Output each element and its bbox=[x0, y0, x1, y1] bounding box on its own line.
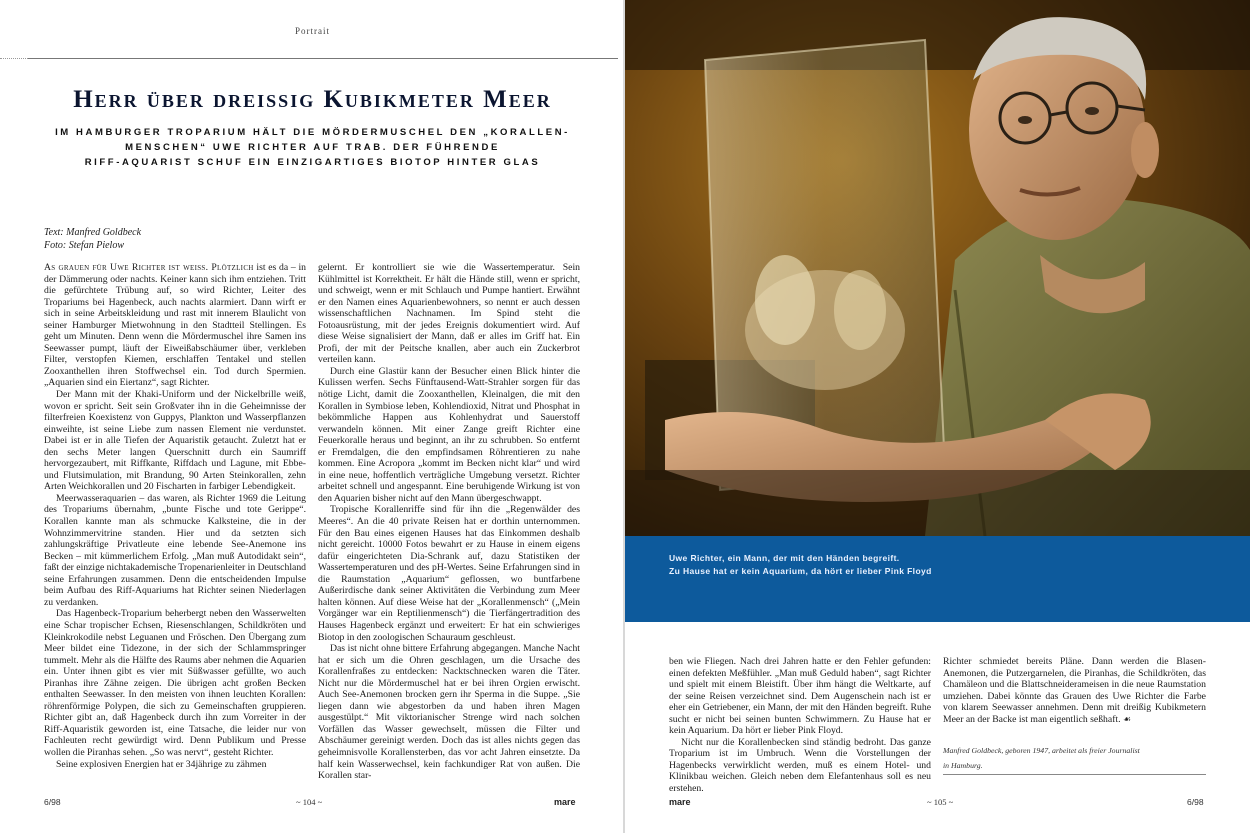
paragraph: Seine explosiven Energien hat er 34jährige zu zähmen bbox=[56, 758, 267, 770]
page-number: ~ 104 ~ bbox=[296, 797, 323, 807]
deck bbox=[40, 125, 585, 170]
paragraph-text: ist es da – in der Dämmerung oder nachts. Keiner kann sich ihm entziehen. Tritt die gefürchtete Trübung auf, so wird Richter, Leiter des Tropariums bei Hagenbeck, auch nachts alarmiert. Dann wirft er sich in seine Arbeitskleidung und rast mit innerem Blaulicht von seiner Hamburger Mietwohnung in den Stadtteil Stellingen. Es geht um Minuten. Denn wenn die Mördermuschel ihre Samen ins Seewasser pumpt, läuft der Eiweißabschäumer über, verkleben Filter, verstopfen Kiemen, erschlaffen Tentakel und stellen Zooxanthellen ihren Stoffwechsel ein. Tod durch Spermien. „Aquarien sind ein Eiertanz“, sagt Richter. bbox=[44, 262, 306, 389]
paragraph: Durch eine Glastür kann der Besucher einen Blick hinter die Kulissen werfen. Sechs Fünftausend-Watt-Strahler sorgen für das nötige Licht, damit die Zooxanthellen, Kleinalgen, die mit den Korallen in Symbiose leben, Kohlendioxid, Nitrat und Phosphat in bekömmliche Happen aus Kohlenhydrat und Sauerstoff verwandeln können. Mit einer Zange greift Richter eine Feuerkoralle heraus und beginnt, an ihr zu schrubben. So entfernt er Fremdalgen, die den empfindsamen Röhrentieren zu nahe kommen. Eine Acropora „kommt im Becken nicht klar“ und wird in eine neue, hoffentlich verträgliche Umgebung versetzt. Richter arbeitet schnell und angespannt. Eine beruhigende Wirkung ist von den Aquarien bisher nicht auf den Mann übergeschwappt. bbox=[318, 365, 580, 504]
paragraph: Tropische Korallenriffe sind für ihn die „Regenwälder des Meeres“. An die 40 private Reisen hat er dorthin unternommen. Für den Bau eines eigenen Hauses hat das Einkommen deshalb nicht gereicht. 10000 Fotos bewahrt er zu Hause in einem eigens dafür eingerichteten Dia-Schrank auf, dazu Statistiken der Wassertemperaturen und des pH-Wertes. Seine Erfahrungen sind in die Raumstation „Aquarium“ geflossen, wo buntfarbene Außerirdische dank seiner Aktivitäten die Verbindung zum Meer halten können. Auf diese Weise hat der „Korallenmensch“ („Mein Vorgänger war ein Reptilienmensch“) die Tierfängertradition des Hauses Hagenbeck ergänzt und erweitert: Er hat ein schwieriges Biotop in den zoologischen Schauraum geschleust. bbox=[318, 504, 580, 643]
photo-credit: Foto: Stefan Pielow bbox=[44, 240, 124, 251]
paragraph: Nicht nur die Korallenbecken sind ständig bedroht. Das ganze Troparium ist im Umbruch. Wenn die Vorstellungen der Hagenbecks verwirklicht werden, muß es einem Hotel- und Klinikbau weichen. Gleich neben dem Elefantenhaus soll es neu erstehen. bbox=[669, 736, 931, 795]
paragraph: Meerwasseraquarien – das waren, als Richter 1969 die Leitung des Tropariums übernahm, „bunte Fische und tote Gerippe“. Korallen kannte man als schmucke Kalksteine, die in der Wohnzimmervitrine standen. Hier und da setzten sich zahlungskräftige Privatleute eine lebende See-Anemone ins Becken – mit kümmerlichem Erfolg. „Man muß Autodidakt sein“, faßt der einzige nichtakademische Tropenarienleiter in Deutschland seine Erfahrungen zusammen. Denn die entscheidenden Impulse beim Aufbau des Riff-Aquariums hat Richter seinen Niederlagen zu verdanken. bbox=[44, 492, 306, 608]
body-column-3 bbox=[669, 656, 931, 806]
bio-line: in Hamburg. bbox=[943, 761, 983, 770]
brand-logo: mare bbox=[554, 797, 576, 807]
right-page bbox=[625, 0, 1250, 833]
deck-line: MENSCHEN“ UWE RICHTER AUF TRAB. DER FÜHRENDE bbox=[125, 142, 500, 153]
lead-caps: As grauen für Uwe Richter ist weiss. Plötzlich bbox=[44, 262, 254, 273]
bio-line: Manfred Goldbeck, geboren 1947, arbeitet als freier Journalist bbox=[943, 746, 1140, 755]
paragraph bbox=[943, 656, 1206, 725]
paragraph: Der Mann mit der Khaki-Uniform und der Nickelbrille weiß, wovon er spricht. Seit sein Großvater ihn in die Geheimnisse der filterfreien Koexistenz von Guppys, Plankton und Wasserpflanzen einweihte, ist seine Liebe zum nassen Element nie verdunstet. Dabei ist er in alle Tiefen der Aquaristik getaucht. Zuletzt hat er den sechs Meter langen Querschnitt durch ein Saumriff hervorgezaubert, mit Riffkante, Riffdach und Lagune, mit Ebbe- und Flutsimulation, mit Brandung, 90 Arten Steinkorallen, zehn Arten Weichkorallen und 20 Fischarten in farbiger Lebendigkeit. bbox=[44, 389, 306, 493]
author-credit: Text: Manfred Goldbeck bbox=[44, 227, 142, 238]
credits bbox=[44, 226, 141, 252]
lead-paragraph bbox=[44, 262, 306, 389]
caption-line: Uwe Richter, ein Mann, der mit den Händen begreift. bbox=[669, 553, 900, 563]
portrait-photo bbox=[625, 0, 1250, 536]
body-column-4 bbox=[943, 656, 1206, 736]
author-bio bbox=[943, 743, 1206, 775]
brand-logo: mare bbox=[669, 797, 691, 807]
paragraph: ben wie Fliegen. Nach drei Jahren hatte er den Fehler gefunden: einen defekten Meßfühler. „Man muß Geduld haben“, sagt Richter und spielt mit einem Bleistift. Über ihm hängt die Weltkarte, auf der seine Reisen verzeichnet sind. Dem Augenschein nach ist er eher ein Getriebener, ein Mann, der mit den Händen begreift. Ruhe sucht er nicht bei seinen bunten Schwimmern. Zu Hause hat er kein Aquarium. Da hört er lieber Pink Floyd. bbox=[669, 656, 931, 737]
portrait-photo-art bbox=[625, 0, 1250, 536]
header-dotted-rule bbox=[0, 58, 28, 59]
paragraph: Das ist nicht ohne bittere Erfahrung abgegangen. Manche Nacht hat er sich um die Ohren geschlagen, um die Ursache des Korallenfraßes zu entdecken: Nacktschnecken waren die Täter. Nicht nur die Mördermuschel hat er bei ihren Orgien erwischt. Auch See-Anemonen brocken gern ihr Sperma in die Suppe. „Sie liegen dann wie abgestorben da und haben ihren Magen ausgestülpt.“ Mit viktorianischer Strenge wird nach solchen Vorfällen das Wasser gewechselt, müssen die Filter und Abschäumer gereinigt werden. Doch das ist alles nichts gegen das geheimnisvolle Korallensterben, das vor acht Jahren einsetzte. Da half kein Wasserwechsel, kein fachkundiger Rat von außen. Die Korallen star- bbox=[318, 643, 580, 782]
photo-caption bbox=[669, 552, 932, 578]
paragraph: gelernt. Er kontrolliert sie wie die Wassertemperatur. Sein Kühlmittel ist Korrektheit. Er hält die Hände still, wenn er spricht, und schweigt, wenn er mit Schlauch und Pumpe hantiert. Erwähnt er den Namen eines Aquarienbewohners, so nennt er auch dessen wissenschaftlichen Nachnamen. Im Spind steht die Fotoausrüstung, mit der jedes Ereignis dokumentiert wird. Auf diese Weise signalisiert der Mann, daß er alles im Griff hat. Ein Profi, der mit der Peitsche knallen, aber auch ein Zuckerbrot verteilen kann. bbox=[318, 262, 580, 366]
issue-number: 6/98 bbox=[44, 797, 61, 807]
body-column-2 bbox=[318, 262, 580, 808]
page-number: ~ 105 ~ bbox=[927, 797, 954, 807]
caption-line: Zu Hause hat er kein Aquarium, da hört er lieber Pink Floyd bbox=[669, 566, 932, 576]
paragraph-text: Richter schmiedet bereits Pläne. Dann werden die Blasen-Anemonen, die Putzergarnelen, die Piranhas, die Schildkröten, das Chamäleon und die Blattschneiderameisen in die neue Raumstation umziehen. Dabei könnte das Grauen des Uwe Richter die Farbe von klarem Seewasser annehmen. Denn mit dreißig Kubikmetern Meer an der Backe ist man eigentlich seßhaft. bbox=[943, 656, 1206, 725]
deck-line: IM HAMBURGER TROPARIUM HÄLT DIE MÖRDERMUSCHEL DEN „KORALLEN- bbox=[55, 127, 570, 138]
caption-band bbox=[625, 536, 1250, 622]
deck-line: RIFF-AQUARIST SCHUF EIN EINZIGARTIGES BIOTOP HINTER GLAS bbox=[84, 157, 541, 168]
header-rule bbox=[28, 58, 618, 59]
issue-number: 6/98 bbox=[1187, 797, 1204, 807]
paragraph: Das Hagenbeck-Troparium beherbergt neben den Wasserwelten eine Schar tropischer Echsen, Riesenschlangen, Schildkröten und Kleinkrokodile nebst Leguanen und Fröschen. Den Übergang zum Meer bildet eine Tidezone, in der sich der Schlammspringer tummelt. Mehr als die Hälfte des Raums aber nehmen die Aquarien ein. Unter ihnen gibt es vier mit Süßwasser gefüllte, wo auch Piranhas ihre Zähne zeigen. Die übrigen acht großen Becken enthalten Seewasser. In den meisten von ihnen leuchten Korallen: röhrenförmige Polypen, die sich zu Gemeinschaften gruppieren. Richter gibt an, daß Hagenbeck durch ihn zum Vorreiter in der Riff-Aquaristik geworden ist, eine Tatsache, die leider nur von Fachleuten recht gewürdigt wird. Denn Publikum und Presse wollen die Piranhas sehen. „So was nervt“, gesteht Richter. bbox=[44, 608, 306, 758]
end-mark-icon: ☙ bbox=[1122, 713, 1132, 724]
headline: Herr über dreissig Kubikmeter Meer bbox=[73, 86, 552, 113]
section-label: Portrait bbox=[295, 26, 330, 36]
body-column-1 bbox=[44, 262, 306, 808]
